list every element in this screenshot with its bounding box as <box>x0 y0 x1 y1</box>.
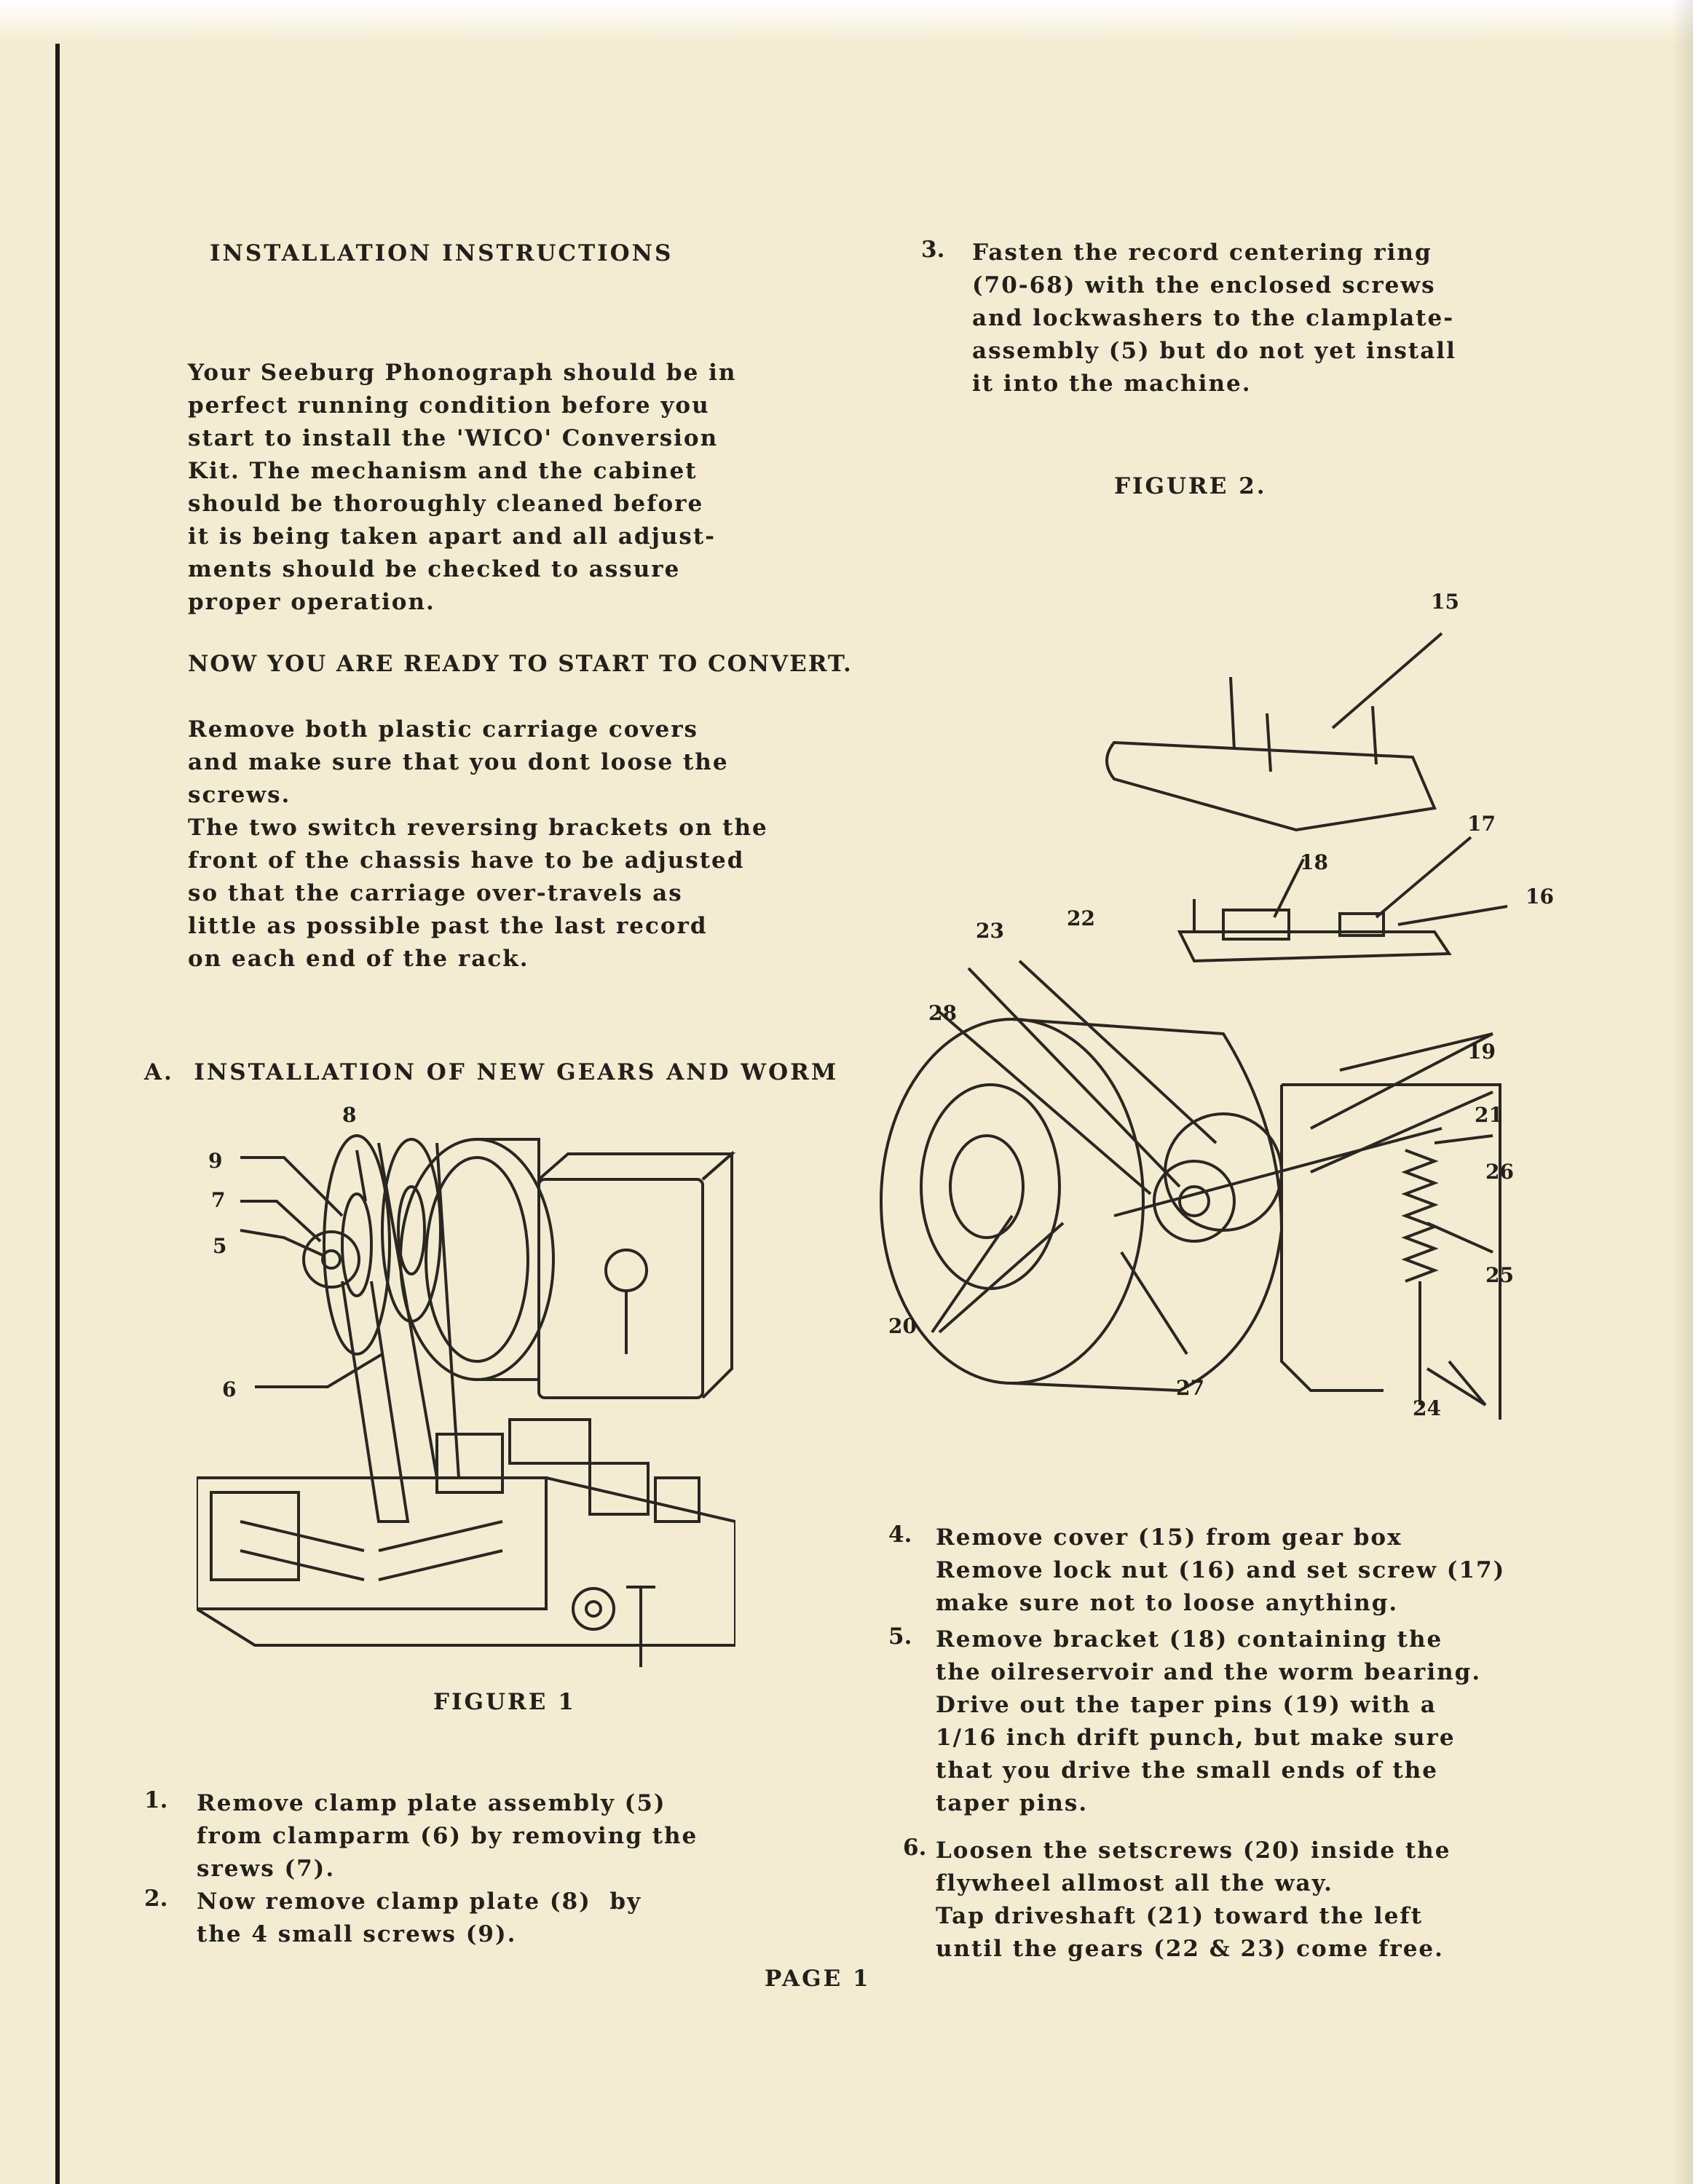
step-2-text: Now remove clamp plate (8) by the 4 small screws (9). <box>197 1888 642 1947</box>
step-4-number: 4. <box>888 1522 912 1548</box>
figure-2-caption: FIGURE 2. <box>1114 473 1267 499</box>
fig1-label-8: 8 <box>342 1103 357 1127</box>
driveshaft <box>1114 1128 1442 1216</box>
scan-left-edge <box>55 44 60 2184</box>
step-2-number: 2. <box>144 1886 168 1912</box>
fig2-label-24: 24 <box>1413 1396 1441 1420</box>
scan-right-shadow <box>1671 0 1693 2184</box>
fig1-label-5: 5 <box>213 1234 227 1258</box>
leader-line-28 <box>939 1012 1151 1194</box>
fig1-label-9: 9 <box>208 1149 223 1173</box>
ready-notice: NOW YOU ARE READY TO START TO CONVERT. <box>188 651 853 677</box>
leader-line-16 <box>1398 903 1507 925</box>
clamp-plate <box>304 1232 359 1287</box>
fig2-label-19: 19 <box>1467 1040 1496 1064</box>
leader-line-15 <box>1333 633 1442 728</box>
pulley-right <box>382 1139 441 1321</box>
fig2-label-23: 23 <box>976 919 1004 943</box>
leader-line-27 <box>1121 1252 1187 1354</box>
drum-wheel <box>400 1139 553 1380</box>
page-number: PAGE 1 <box>765 1966 871 1992</box>
step-1-text: Remove clamp plate assembly (5) from clamparm (6) by removing the srews (7). <box>197 1790 698 1882</box>
fig2-label-27: 27 <box>1176 1376 1204 1400</box>
figure-1-mechanism-illustration <box>197 1114 735 1674</box>
pulley-left <box>324 1136 390 1354</box>
fig2-label-16: 16 <box>1526 885 1554 909</box>
oil-bracket <box>1180 932 1449 961</box>
step-3-number: 3. <box>921 237 945 263</box>
clamp-arm <box>342 1281 408 1522</box>
step-6-number: 6. <box>903 1835 927 1861</box>
page-title: INSTALLATION INSTRUCTIONS <box>210 240 674 266</box>
step-6-text: Loosen the setscrews (20) inside the flywheel allmost all the way. Tap driveshaft (21) toward the left until the gears (22 & 23) come free. <box>936 1837 1451 1962</box>
figure-2-gearbox-illustration <box>874 619 1507 1427</box>
step-1-number: 1. <box>144 1787 168 1813</box>
leader-line-17 <box>1376 837 1471 917</box>
scan-edge <box>0 0 1693 44</box>
step-3-text: Fasten the record centering ring (70-68) with the enclosed screws and lockwashers to the clamplate- assembly (5) but do not yet install it into the machine. <box>972 240 1456 397</box>
gearbox-frame <box>1282 1085 1500 1420</box>
leader-line-26 <box>1434 1136 1493 1143</box>
fig2-label-15: 15 <box>1431 590 1459 614</box>
fig2-label-22: 22 <box>1067 906 1095 930</box>
fig2-label-28: 28 <box>928 1001 957 1025</box>
leader-line-23 <box>968 968 1180 1187</box>
fig2-label-21: 21 <box>1475 1103 1503 1127</box>
figure-1-caption: FIGURE 1 <box>433 1689 576 1715</box>
fig2-label-17: 17 <box>1467 812 1496 836</box>
lower-chassis <box>197 1478 546 1609</box>
leader-line-21 <box>1311 1092 1493 1172</box>
leader-line-20 <box>932 1216 1063 1332</box>
leader-line-19 <box>1311 1034 1493 1128</box>
fig2-label-20: 20 <box>888 1314 917 1338</box>
leader-line-7 <box>240 1201 320 1241</box>
fig2-label-25: 25 <box>1485 1263 1514 1287</box>
spring-25 <box>1405 1150 1434 1281</box>
intro-paragraph: Your Seeburg Phonograph should be in perfect running condition before you start to install the 'WICO' Conversion Kit. The mechanism and the cabinet should be thoroughly cleaned before it is being taken apart and all adjust- ments should be checked to assure proper operation. <box>188 360 737 615</box>
section-a-heading: A. INSTALLATION OF NEW GEARS AND WORM <box>144 1059 839 1085</box>
step-4-text: Remove cover (15) from gear box Remove lock nut (16) and set screw (17) make sure not to loose anything. <box>936 1524 1506 1616</box>
leader-line-6 <box>255 1354 382 1387</box>
fig2-label-18: 18 <box>1300 850 1328 874</box>
fig1-label-6: 6 <box>222 1377 237 1401</box>
fig1-label-7: 7 <box>211 1188 226 1212</box>
step-5-number: 5. <box>888 1623 912 1650</box>
step-5-text: Remove bracket (18) containing the the oilreservoir and the worm bearing. Drive out the taper pins (19) with a 1/16 inch drift punch, but make sure that you drive the small ends of the taper pins. <box>936 1626 1482 1816</box>
remove-covers-paragraph: Remove both plastic carriage covers and make sure that you dont loose the screws. The two switch reversing brackets on the front of the chassis have to be adjusted so that the carriage over-travels as little as possible past the last record on each end of the rack. <box>188 716 768 972</box>
fig2-label-26: 26 <box>1485 1160 1514 1184</box>
roller <box>573 1588 614 1629</box>
leader-line-25 <box>1427 1223 1493 1252</box>
